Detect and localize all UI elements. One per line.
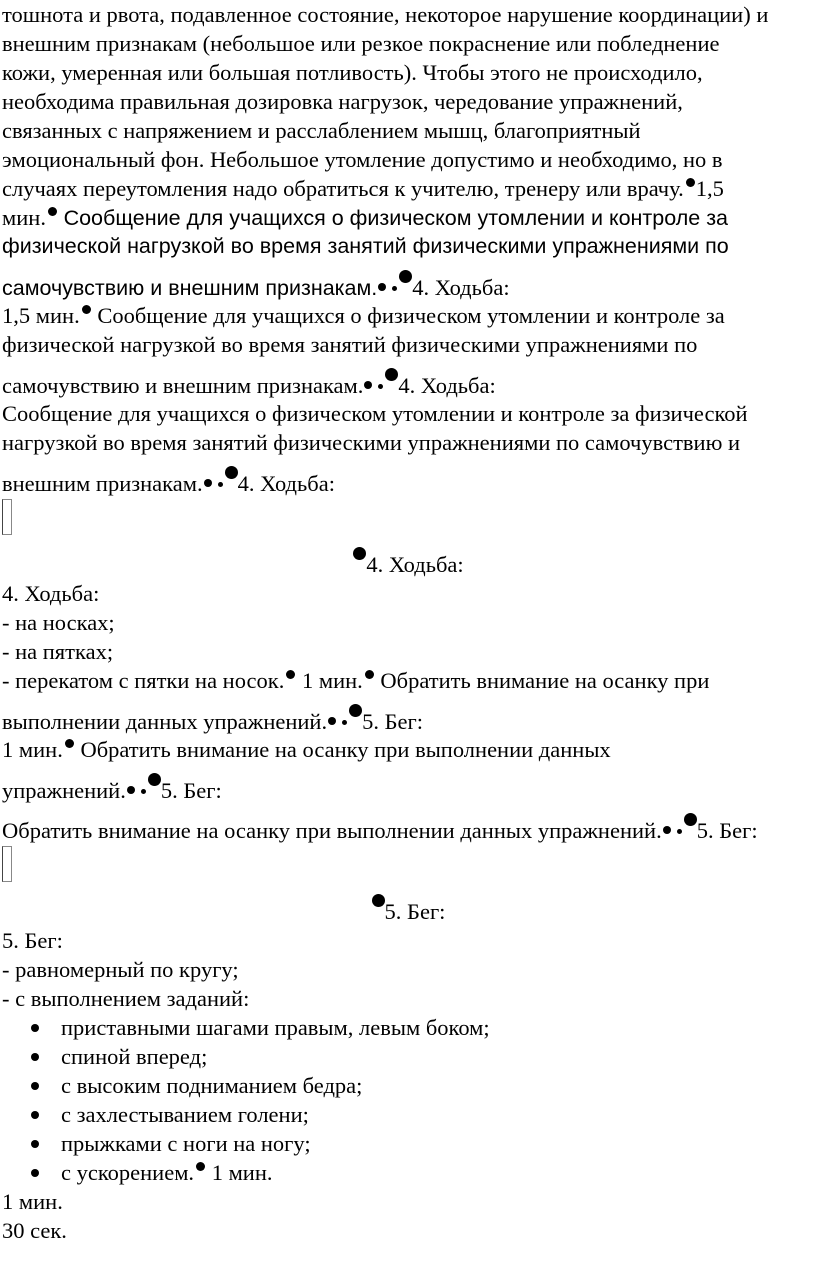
run-heading: 5. Бег: [2, 928, 63, 953]
message-text: самочувствию и внешним признакам. [2, 276, 378, 300]
walk-heading: 4. Ходьба: [2, 581, 100, 606]
posture-text: Обратить внимание на осанку при выполнении данных упражнений. [2, 818, 662, 843]
message-line [2, 301, 814, 330]
table-cell-frame [2, 846, 12, 882]
run-item: - с выполнением заданий: [2, 986, 250, 1011]
bullet-icon [378, 384, 383, 389]
walk-item: - перекатом с пятки на носок. [2, 668, 285, 693]
bullet-icon [392, 286, 397, 291]
table-cell-frame [2, 499, 12, 535]
posture-end-line [2, 695, 814, 735]
posture-line [2, 735, 814, 764]
message-text: Сообщение для учащихся о физическом утомлении и контроле за [97, 303, 725, 328]
bullet-icon [127, 786, 135, 794]
message-text: внешним признакам. [2, 471, 203, 496]
intro-text: случаях переутомления надо обратиться к учителю, тренеру или врачу. [2, 176, 684, 201]
run-bullet-item [2, 1042, 814, 1071]
walk-item-line [2, 666, 814, 695]
document-page [2, 0, 814, 1245]
run-bullet-item [2, 1100, 814, 1129]
bullet-icon [328, 717, 336, 725]
bullet-icon [31, 1053, 39, 1061]
message-line [2, 203, 814, 232]
duration-text: 1 мин. [301, 668, 363, 693]
bullet-icon [349, 704, 362, 717]
run-bullet-text: с высоким подниманием бедра; [61, 1073, 363, 1098]
bullet-icon [31, 1024, 39, 1032]
intro-line: кожи, умеренная или большая потливость). Чтобы этого не происходило, [2, 60, 703, 85]
posture-text: выполнении данных упражнений. [2, 709, 328, 734]
intro-line: эмоциональный фон. Небольшое утомление допустимо и необходимо, но в [2, 147, 723, 172]
bullet-icon [82, 305, 91, 314]
bullet-icon [364, 381, 372, 389]
run-bullet-item [2, 1129, 814, 1158]
duration-text: 1,5 мин. [2, 303, 80, 328]
posture-full-line [2, 804, 814, 844]
duration-text: 1,5 [695, 176, 724, 201]
message-end-line [2, 261, 814, 301]
run-bullet-item [2, 1158, 814, 1187]
message-line: Сообщение для учащихся о физическом утомлении и контроле за физической [2, 401, 748, 426]
message-text: Сообщение для учащихся о физическом утомлении и контроле за [63, 206, 729, 230]
bullet-icon [31, 1111, 39, 1119]
bullet-icon [65, 739, 74, 748]
bullet-icon [286, 670, 295, 679]
bullet-icon [686, 178, 695, 187]
duration-line: 1 мин. [2, 1189, 63, 1214]
bullet-icon [196, 1162, 205, 1171]
walk-heading: 4. Ходьба: [366, 552, 464, 577]
run-bullet-line [61, 1158, 273, 1187]
run-item: - равномерный по кругу; [2, 957, 239, 982]
intro-line-7 [2, 174, 814, 203]
duration-text: 1 мин. [211, 1160, 273, 1185]
intro-line: необходима правильная дозировка нагрузок, чередование упражнений, [2, 89, 683, 114]
bullet-icon [31, 1082, 39, 1090]
bullet-icon [342, 720, 347, 725]
message-end-line [2, 457, 814, 497]
run-bullet-text: с захлестыванием голени; [61, 1102, 309, 1127]
bullet-icon [399, 270, 412, 283]
bullet-icon [31, 1169, 39, 1177]
bullet-icon [385, 368, 398, 381]
run-bullet-text: с ускорением. [61, 1160, 195, 1185]
run-heading: 5. Бег: [384, 899, 446, 924]
walk-item: - на пятках; [2, 639, 114, 664]
run-bullet-text: приставными шагами правым, левым боком; [61, 1015, 490, 1040]
intro-line: связанных с напряжением и расслаблением мышц, благоприятный [2, 118, 641, 143]
message-line: физической нагрузкой во время занятий физическими упражнениями по [2, 332, 698, 357]
run-bullet-text: прыжками с ноги на ногу; [61, 1131, 311, 1156]
run-bullet-text: спиной вперед; [61, 1044, 208, 1069]
duration-text: мин. [2, 205, 46, 230]
bullet-icon [365, 670, 374, 679]
bullet-icon [353, 547, 366, 560]
posture-text: Обратить внимание на осанку при [380, 668, 710, 693]
walk-item: - на носках; [2, 610, 115, 635]
intro-line: внешним признакам (небольшое или резкое покраснение или побледнение [2, 31, 720, 56]
run-heading-centered [2, 882, 814, 926]
run-heading: 5. Бег: [160, 778, 222, 803]
bullet-icon [48, 207, 57, 216]
message-text: самочувствию и внешним признакам. [2, 373, 364, 398]
posture-end-line [2, 764, 814, 804]
bullet-icon [677, 829, 682, 834]
bullet-icon [663, 826, 671, 834]
walk-heading: 4. Ходьба: [237, 471, 335, 496]
run-heading: 5. Бег: [696, 818, 758, 843]
run-heading: 5. Бег: [362, 709, 423, 734]
message-line: нагрузкой во время занятий физическими упражнениями по самочувствию и [2, 430, 741, 455]
bullet-icon [31, 1140, 39, 1148]
duration-text: 1 мин. [2, 737, 63, 762]
run-bullet-item [2, 1071, 814, 1100]
posture-text: упражнений. [2, 778, 126, 803]
message-end-line [2, 359, 814, 399]
bullet-icon [204, 479, 212, 487]
intro-line: тошнота и рвота, подавленное состояние, некоторое нарушение координации) и [2, 2, 769, 27]
bullet-icon [684, 813, 697, 826]
bullet-icon [378, 283, 386, 291]
walk-heading: 4. Ходьба: [398, 373, 496, 398]
walk-heading-centered [2, 535, 814, 579]
bullet-icon [141, 789, 146, 794]
duration-line: 30 сек. [2, 1218, 67, 1243]
posture-text: Обратить внимание на осанку при выполнении данных [80, 737, 611, 762]
bullet-icon [225, 466, 238, 479]
bullet-icon [218, 482, 223, 487]
run-bullet-item [2, 1013, 814, 1042]
message-line: физической нагрузкой во время занятий физическими упражнениями по [2, 234, 729, 258]
walk-heading: 4. Ходьба: [412, 275, 510, 300]
bullet-icon [148, 773, 161, 786]
bullet-icon [372, 894, 385, 907]
